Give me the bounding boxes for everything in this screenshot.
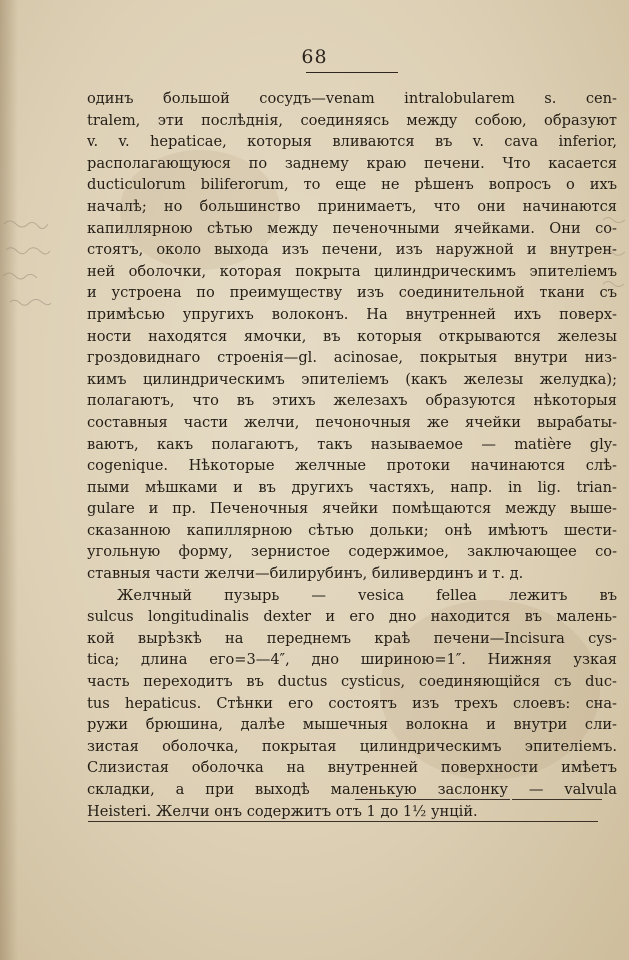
text-line: кимъ цилиндрическимъ эпителіемъ (какъ железы желудка);: [87, 370, 617, 388]
text-line: ваютъ, какъ полагаютъ, такъ называемое — matière gly-: [87, 435, 617, 453]
text-line: складки, а при выходѣ маленькую заслонку — valvula: [87, 781, 617, 798]
text-line: кой вырѣзкѣ на переднемъ краѣ печени—Incisura cys-: [87, 629, 617, 647]
text-line: сказанною капиллярною сѣтью дольки; онѣ имѣютъ шести-: [87, 521, 617, 539]
pencil-underline: [88, 821, 598, 822]
text-line: часть переходитъ въ ductus cysticus, соединяющійся съ duc-: [87, 673, 617, 691]
page-number: 68: [301, 46, 328, 68]
text-line: sulcus longitudinalis dexter и его дно находится въ малень-: [87, 608, 617, 626]
text-line: ставныя части желчи—билирубинъ, биливердинъ и т. д.: [87, 565, 524, 583]
text-line: tus hepaticus. Стѣнки его состоятъ изъ трехъ слоевъ: сна-: [87, 694, 617, 712]
text-line: пыми мѣшками и въ другихъ частяхъ, напр. in lig. trian-: [87, 478, 617, 496]
text-line: угольную форму, зернистое содержимое, заключающее со-: [87, 543, 617, 561]
text-line: стоятъ, около выхода изъ печени, изъ наружной и внутрен-: [87, 241, 617, 259]
pencil-underline: [512, 799, 602, 800]
text-line: v. v. hepaticae, которыя вливаются въ v. cava inferior,: [87, 133, 617, 151]
text-line: Слизистая оболочка на внутренней поверхности имѣетъ: [87, 759, 617, 777]
text-line: ней оболочки, которая покрыта цилиндрическимъ эпителіемъ: [87, 262, 617, 280]
text-line: tralem, эти послѣднія, соединяясь между собою, образуют: [87, 111, 617, 129]
text-line: ductiсulorum biliferorum, то еще не рѣшенъ вопросъ о ихъ: [87, 176, 617, 194]
text-line: зистая оболочка, покрытая цилиндрическимъ эпителіемъ.: [87, 737, 617, 755]
text-line: примѣсью упругихъ волоконъ. На внутренней ихъ поверх-: [87, 305, 617, 323]
text-line: Heisteri. Желчи онъ содержитъ отъ 1 до 1½ унцій.: [87, 802, 478, 820]
text-line: гроздовиднаго строенія—gl. acinosae, покрытыя внутри низ-: [87, 349, 617, 367]
text-line: одинъ большой сосудъ—venam intralobularem s. cen-: [87, 90, 617, 107]
text-line: tica; длина его=3—4″, дно шириною=1″. Нижняя узкая: [87, 651, 617, 669]
text-line: полагаютъ, что въ этихъ железахъ образуются нѣкоторыя: [87, 392, 617, 410]
text-line: составныя части желчи, печоночныя же ячейки вырабаты-: [87, 413, 617, 431]
text-line: капиллярною сѣтью между печеночными ячейками. Они со-: [87, 219, 617, 237]
text-line: ности находятся ямочки, въ которыя открываются железы: [87, 327, 617, 345]
body-text: [87, 88, 617, 822]
text-line: cogenique. Нѣкоторые желчные протоки начинаются слѣ-: [87, 457, 617, 475]
text-line: располагающуюся по заднему краю печени. Что касается: [87, 154, 617, 172]
text-line: началѣ; но большинство принимаетъ, что они начинаются: [87, 197, 617, 215]
text-line: ружи брюшина, далѣе мышечныя волокна и внутри сли-: [87, 716, 617, 734]
text-line: Желчный пузырь — vesica fellea лежитъ въ: [117, 586, 617, 604]
header-rule: [306, 72, 398, 73]
margin-handwriting: [0, 210, 80, 330]
binding-shadow: [0, 0, 18, 960]
text-line: gulare и пр. Печеночныя ячейки помѣщаются между выше-: [87, 500, 617, 518]
pencil-underline: [355, 799, 510, 800]
text-line: и устроена по преимуществу изъ соединительной ткани съ: [87, 284, 617, 302]
